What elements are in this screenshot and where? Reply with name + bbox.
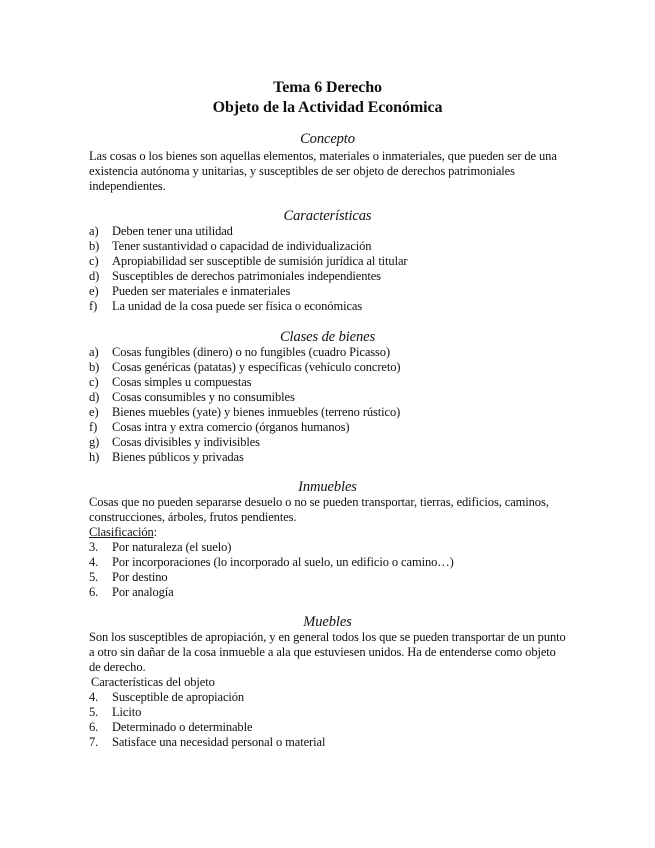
clasificacion-colon: :: [153, 525, 158, 539]
muebles-paragraph: Son los susceptibles de apropiación, y en general todos los que se pueden transportar de un punto a otro sin dañar de la cosa inmueble a ala que estuviesen unidos. Ha de entenderse como objeto de derecho.: [89, 630, 566, 674]
concepto-heading: Concepto: [300, 131, 355, 147]
list-marker: 5.: [89, 570, 99, 584]
list-item-text: Cosas consumibles y no consumibles: [112, 390, 295, 404]
list-item-text: Por analogía: [112, 585, 174, 599]
caracteristicas-list: [89, 224, 589, 314]
list-item: [89, 540, 589, 555]
muebles-subheading: Características del objeto: [91, 675, 215, 689]
list-item-text: Pueden ser materiales e inmateriales: [112, 284, 291, 298]
caracteristicas-heading: Características: [283, 208, 372, 224]
document-title: Tema 6 Derecho: [273, 79, 382, 96]
list-marker: 7.: [89, 735, 99, 749]
list-marker: d): [89, 269, 100, 283]
list-item: [89, 390, 589, 405]
list-item: [89, 284, 589, 299]
clasificacion-label: [89, 525, 157, 540]
list-marker: 6.: [89, 720, 99, 734]
list-item-text: Cosas genéricas (patatas) y específicas (vehículo concreto): [112, 360, 401, 374]
list-item: [89, 720, 589, 735]
list-marker: e): [89, 405, 99, 419]
document-subtitle: Objeto de la Actividad Económica: [212, 99, 443, 116]
concepto-paragraph: Las cosas o los bienes son aquellas elementos, materiales o inmateriales, que pueden ser de una existencia autónoma y unitarias, y susceptibles de ser objeto de derechos patrimoniales independientes.: [89, 149, 557, 193]
list-item-text: Bienes muebles (yate) y bienes inmuebles (terreno rústico): [112, 405, 401, 419]
list-item: [89, 345, 589, 360]
list-marker: 5.: [89, 705, 99, 719]
list-item-text: Cosas intra y extra comercio (órganos humanos): [112, 420, 350, 434]
list-item: [89, 239, 589, 254]
list-item-text: Susceptibles de derechos patrimoniales independientes: [112, 269, 381, 283]
list-item: [89, 570, 589, 585]
list-item: [89, 420, 589, 435]
list-marker: f): [89, 420, 98, 434]
list-marker: 3.: [89, 540, 99, 554]
list-item-text: La unidad de la cosa puede ser física o económicas: [112, 299, 363, 313]
list-item: [89, 690, 589, 705]
clases-list: [89, 345, 589, 465]
list-item: [89, 254, 589, 269]
list-item: [89, 269, 589, 284]
list-marker: 4.: [89, 690, 99, 704]
list-marker: 4.: [89, 555, 99, 569]
list-marker: 6.: [89, 585, 99, 599]
list-marker: g): [89, 435, 100, 449]
list-item-text: Susceptible de apropiación: [112, 690, 245, 704]
list-item-text: Satisface una necesidad personal o material: [112, 735, 326, 749]
clasificacion-label-text: Clasificación: [89, 525, 154, 539]
list-item-text: Cosas fungibles (dinero) o no fungibles (cuadro Picasso): [112, 345, 391, 359]
clases-heading: Clases de bienes: [279, 329, 376, 345]
list-item: [89, 405, 589, 420]
list-item-text: Deben tener una utilidad: [112, 224, 233, 238]
list-marker: d): [89, 390, 100, 404]
list-item-text: Por destino: [112, 570, 168, 584]
list-marker: b): [89, 360, 100, 374]
list-item: [89, 450, 589, 465]
list-marker: c): [89, 375, 99, 389]
list-marker: b): [89, 239, 100, 253]
list-item-text: Cosas simples u compuestas: [112, 375, 252, 389]
list-marker: c): [89, 254, 99, 268]
list-item: [89, 585, 589, 600]
list-marker: a): [89, 224, 99, 238]
list-marker: h): [89, 450, 100, 464]
list-item-text: Por naturaleza (el suelo): [112, 540, 232, 554]
list-marker: e): [89, 284, 99, 298]
inmuebles-paragraph: Cosas que no pueden separarse desuelo o no se pueden transportar, tierras, edificios, caminos, construcciones, árboles, frutos pendientes.: [89, 495, 549, 524]
list-item: [89, 224, 589, 239]
list-item: [89, 705, 589, 720]
list-item-text: Determinado o determinable: [112, 720, 253, 734]
list-item-text: Por incorporaciones (lo incorporado al suelo, un edificio o camino…): [112, 555, 454, 569]
list-item: [89, 555, 589, 570]
list-marker: f): [89, 299, 98, 313]
muebles-heading: Muebles: [303, 614, 352, 630]
list-item: [89, 360, 589, 375]
list-item-text: Tener sustantividad o capacidad de individualización: [112, 239, 372, 253]
list-marker: a): [89, 345, 99, 359]
list-item-text: Licito: [112, 705, 142, 719]
list-item: [89, 435, 589, 450]
inmuebles-list: [89, 540, 589, 600]
list-item: [89, 735, 589, 750]
list-item: [89, 299, 589, 314]
list-item-text: Cosas divisibles y indivisibles: [112, 435, 260, 449]
list-item-text: Bienes públicos y privadas: [112, 450, 244, 464]
list-item-text: Apropiabilidad ser susceptible de sumisión jurídica al titular: [112, 254, 408, 268]
inmuebles-heading: Inmuebles: [298, 479, 357, 495]
muebles-list: [89, 690, 589, 750]
list-item: [89, 375, 589, 390]
